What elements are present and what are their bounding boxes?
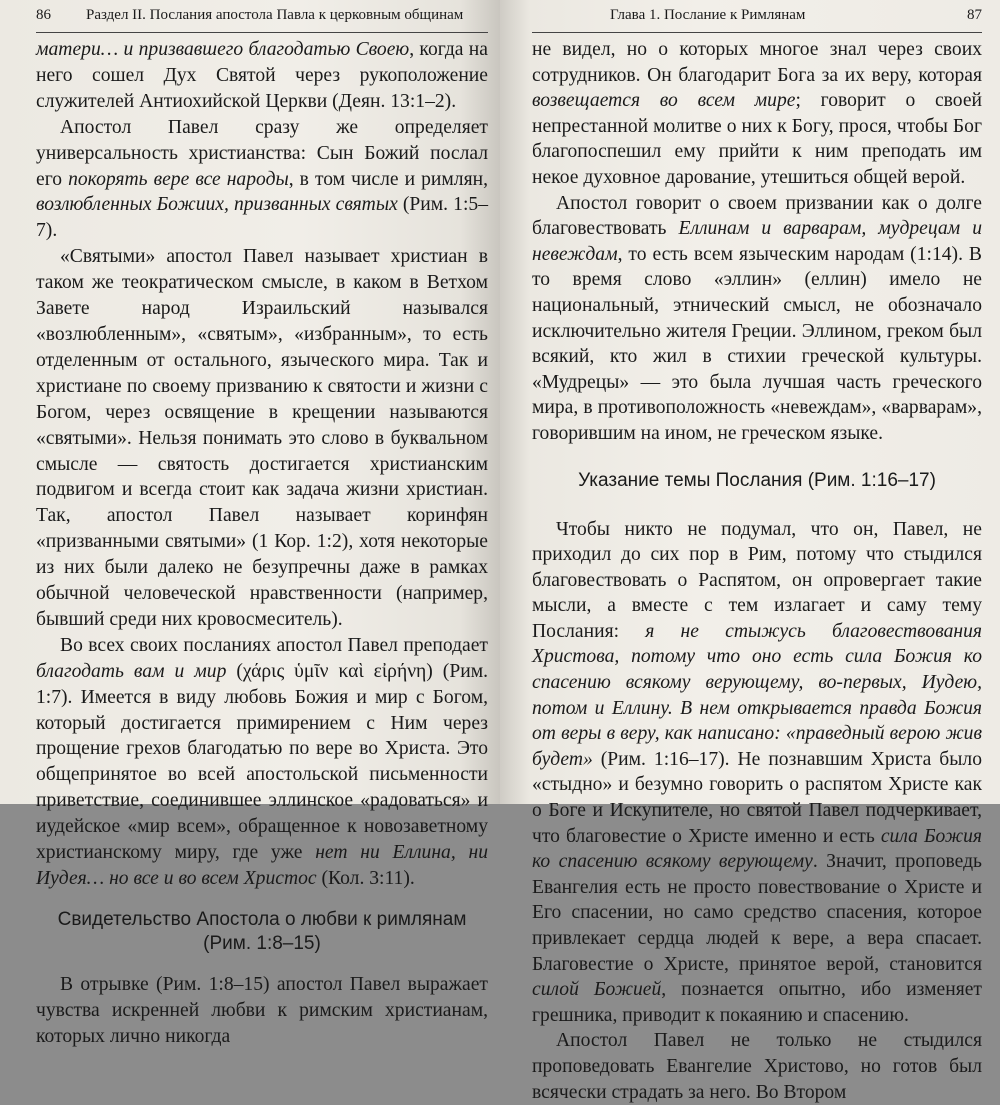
- section-heading: Свидетельство Апостола о любви к римлянам (Рим. 1:8–15): [57, 908, 467, 954]
- paragraph: В отрывке (Рим. 1:8–15) апостол Павел выражает чувства искренней любви к римским христианам, которых лично никогда: [36, 973, 488, 1047]
- paragraph: не видел, но о которых многое знал через своих сотрудников. Он благодарит Бога за их веру, которая возвещается во всем мире; говорит о своей непрестанной молитве о них к Богу, прося, чтобы Бог благопоспешил ему прийти к ним преподать им некое духовное дарование, утешиться общей верой.: [532, 39, 982, 188]
- left-page: [0, 0, 500, 1047]
- paragraph: Апостол говорит о своем призвании как о долге благовествовать Еллинам и варварам, мудрецам и невеждам, то есть всем языческим народам (1:14). В то время слово «эллин» (еллин) имело не национальный, этнический смысл, не обозначало исключительно жителя Греции. Эллином, греком был всякий, кто жил в стихии греческой культуры. «Мудрецы» — это была лучшая часть греческого мира, в противоположность «невеждам», «варварам», говорившим на ином, не греческом языке.: [532, 192, 982, 444]
- paragraph: Во всех своих посланиях апостол Павел преподает благодать вам и мир (χάρις ὑμῖν καὶ εἰρήνη) (Рим. 1:7). Имеется в виду любовь Божия и мир с Богом, который достигается примирением с Ним через прощение грехов благодатью по вере во Христа. Это общепринятое во всей апостольской письменности приветствие, соединившее эллинское «радоваться» и иудейское «мир всем», обращенное к новозаветному христианскому миру, где уже нет ни Еллина, ни Иудея… но все и во всем Христос (Кол. 3:11).: [36, 634, 488, 889]
- right-page: [500, 0, 1000, 1103]
- running-head-title: Раздел II. Послания апостола Павла к церковным общинам: [86, 7, 464, 23]
- page-number: 87: [967, 7, 982, 23]
- running-head: [532, 0, 982, 33]
- paragraph: Апостол Павел сразу же определяет универсальность христианства: Сын Божий послал его покорять вере все народы, в том числе и римлян, возлюбленных Божиих, призванных святых (Рим. 1:5–7).: [36, 116, 488, 242]
- page-body: [36, 37, 488, 1050]
- paragraph: матери… и призвавшего благодатью Своею, когда на него сошел Дух Святой через рукоположение служителей Антиохийской Церкви (Деян. 13:1–2).: [36, 39, 488, 112]
- running-head-title: Глава 1. Послание к Римлянам: [610, 7, 806, 23]
- page-number: 86: [36, 7, 51, 23]
- paragraph: «Святыми» апостол Павел называет христиан в таком же теократическом смысле, в каком в Ветхом Завете народ Израильский назывался «возлюбленным», «святым», «избранным», то есть отделенным от остального, языческого мира. Так и христиане по своему призванию к святости и жизни с Богом, через освящение в крещении называются «святыми». Нельзя понимать это слово в буквальном смысле — святость достигается христианским подвигом и всегда стоит как задача жизни христиан. Так, апостол Павел называет коринфян «призванными святыми» (1 Кор. 1:2), хотя некоторые из них были далеко не безупречны даже в рамках обычной человеческой нравственности (например, бывший среди них кровосмеситель).: [36, 246, 488, 630]
- paragraph: Чтобы никто не подумал, что он, Павел, не приходил до сих пор в Рим, потому что стыдился благовествовать о Распятом, он опровергает такие мысли, а вместе с тем излагает и саму тему Послания: я не стыжусь благовествования Христова, потому что оно есть сила Божия ко спасению всякому верующему, во-первых, Иудею, потом и Еллину. В нем открывается правда Божия от веры в веру, как написано: «праведный верою жив будет» (Рим. 1:16–17). Не познавшим Христа было «стыдно» и безумно говорить о распятом Христе как о Боге и Искупителе, но святой Павел подчеркивает, что благовестие о Христе именно и есть сила Божия ко спасению всякому верующему. Значит, проповедь Евангелия есть не просто повествование о Христе и Его спасении, но само средство спасения, которое привлекает сердца людей к вере, а вера спасает. Благовестие о Христе, принятое верой, становится силой Божией, познается опытно, ибо изменяет грешника, приводит к покаянию и спасению.: [532, 518, 982, 1026]
- paragraph: Апостол Павел не только не стыдился проповедовать Евангелие Христово, но готов был всячески страдать за него. Во Втором: [532, 1030, 982, 1103]
- section-heading: Указание темы Послания (Рим. 1:16–17): [578, 469, 936, 491]
- running-head: [36, 0, 488, 33]
- page-body: [532, 37, 982, 1105]
